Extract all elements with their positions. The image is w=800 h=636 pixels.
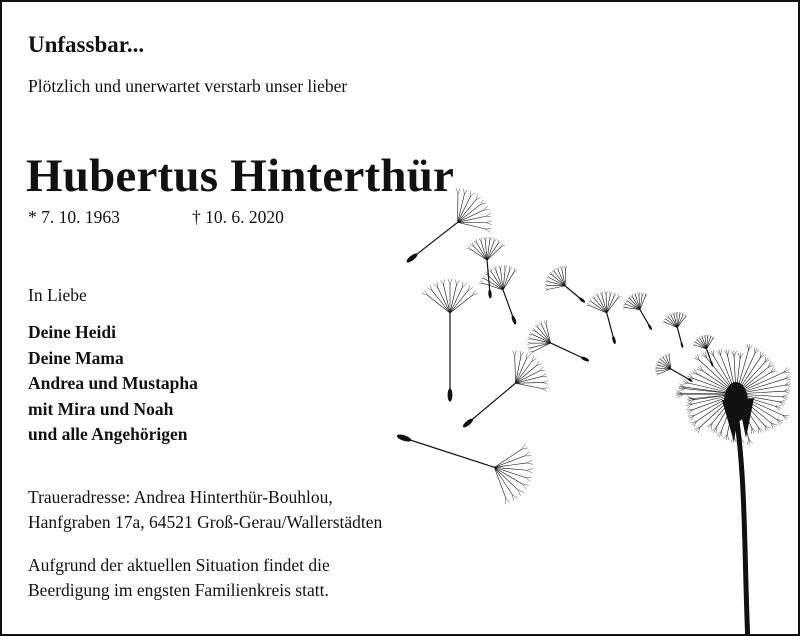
note-line: Beerdigung im engsten Familienkreis statt.	[28, 580, 329, 600]
mourner-line: mit Mira und Noah	[28, 398, 174, 419]
birth-date: * 7. 10. 1963	[28, 207, 120, 227]
dandelion-seed	[587, 291, 621, 344]
address-line: Hanfgraben 17a, 64521 Groß-Gerau/Wallerstädten	[28, 512, 383, 532]
dandelion-flower	[676, 344, 791, 634]
deceased-name: Hubertus Hinterthür	[26, 150, 455, 202]
dandelion-seed	[467, 237, 505, 299]
dandelion-seed	[422, 279, 477, 401]
mourning-address	[28, 485, 382, 535]
dandelion-seed	[528, 320, 590, 362]
dandelion-seed	[462, 351, 548, 429]
dandelion-seed	[656, 354, 694, 383]
mourner-line: Andrea und Mustapha	[28, 373, 198, 393]
intro-text: Plötzlich und unerwartet verstarb unser lieber	[28, 76, 348, 96]
mourner-line: Deine Mama	[28, 347, 124, 368]
mourners-list	[28, 320, 198, 448]
dandelion-seed	[545, 266, 586, 304]
dandelion-seed	[623, 293, 653, 331]
dandelion-seed	[479, 265, 517, 325]
dandelion-seed	[693, 335, 714, 367]
funeral-note	[28, 553, 330, 603]
death-date: † 10. 6. 2020	[192, 207, 284, 227]
mourner-line: Deine Heidi	[28, 322, 116, 342]
dandelion-seed	[663, 312, 687, 348]
in-love-label: In Liebe	[28, 285, 87, 305]
mourner-line: und alle Angehörigen	[28, 424, 188, 444]
dandelion-seed	[396, 433, 533, 504]
notice-heading: Unfassbar...	[28, 32, 145, 57]
address-line: Traueradresse: Andrea Hinterthür-Bouhlou,	[28, 487, 333, 507]
note-line: Aufgrund der aktuellen Situation findet die	[28, 555, 330, 575]
